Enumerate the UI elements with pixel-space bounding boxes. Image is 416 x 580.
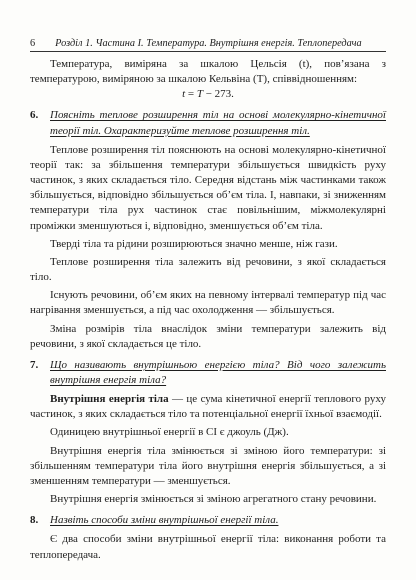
definition-term: Внутрішня енергія тіла [50, 393, 169, 406]
question-7 [30, 358, 386, 388]
answer-paragraph: Одиницею внутрішньої енергії в СІ є джоуль (Дж). [50, 426, 289, 439]
answer-paragraph: Внутрішня енергія змінюється зі зміною агрегатного стану речовини. [50, 493, 377, 506]
question-text: Поясніть теплове розширення тіл на основі молекулярно-кінетичної теорії тіл. Охарактеризуйте теплове розширення тіл. [50, 109, 386, 137]
page-number: 6 [30, 38, 36, 49]
question-text: Назвіть способи зміни внутрішньої енергії тіла. [50, 514, 279, 527]
question-number: 8. [30, 514, 39, 527]
formula-var-T: T [196, 88, 203, 101]
answer-paragraph: Є два способи зміни внутрішньої енергії тіла: виконання роботи та теплопередача. [30, 533, 386, 561]
question-number: 6. [30, 109, 39, 122]
answer-paragraph: Зміна розмірів тіла внаслідок зміни температури залежить від речовини, з якої складається це тіло. [30, 322, 386, 350]
answer-paragraph: Теплове розширення тіл пояснюють на основі молекулярно-кінетичної теорії так: за збільшення температури збільшується швидкість руху частинок, з яких складається тіло. Середня відстань між частинками також збільшується, відповідно збільшується об’єм тіла. І, навпаки, зі зниженням температури тіла рух частинок стає повільнішим, міжмолекулярні проміжки зменшуються і, відповідно, зменшується об’єм тіла. [30, 143, 386, 232]
intro-paragraph: Температура, виміряна за шкалою Цельсія (t), пов’язана з температурою, виміряною за шкалою Кельвіна (T), співвідношенням: [30, 58, 386, 86]
formula [30, 87, 386, 102]
answer-paragraph: Тверді тіла та рідини розширюються значно менше, ніж гази. [50, 237, 338, 250]
answer-paragraph: Внутрішня енергія тіла змінюється зі зміною його температури: зі збільшенням температури тіла його внутрішня енергія збільшується, а зі зменшенням температури — зменшується. [30, 444, 386, 487]
definition-text: — це сума кінетичної енергії теплового руху частинок, з яких складається тіло та потенціальної енергії їхньої взаємодії. [30, 393, 386, 421]
definition-paragraph [30, 392, 386, 422]
question-6 [30, 108, 386, 138]
answer-paragraph: Теплове розширення тіла залежить від речовини, з якої складається тіло. [30, 255, 386, 284]
formula-equals: = [185, 88, 197, 101]
question-8 [30, 513, 386, 528]
answer-paragraph: Існують речовини, об’єм яких на певному інтервалі температур під час нагрівання зменшується, а під час охолодження — збільшується. [30, 289, 386, 317]
running-title: Розділ 1. Частина І. Температура. Внутрішня енергія. Теплопередача [55, 38, 362, 49]
question-number: 7. [30, 358, 39, 371]
page-body [30, 57, 386, 563]
formula-var-t: t [182, 88, 186, 101]
question-text: Що називають внутрішньою енергією тіла? Від чого залежить внутрішня енергія тіла? [50, 358, 386, 386]
running-header [30, 38, 386, 52]
formula-rest: − 273. [202, 88, 234, 101]
